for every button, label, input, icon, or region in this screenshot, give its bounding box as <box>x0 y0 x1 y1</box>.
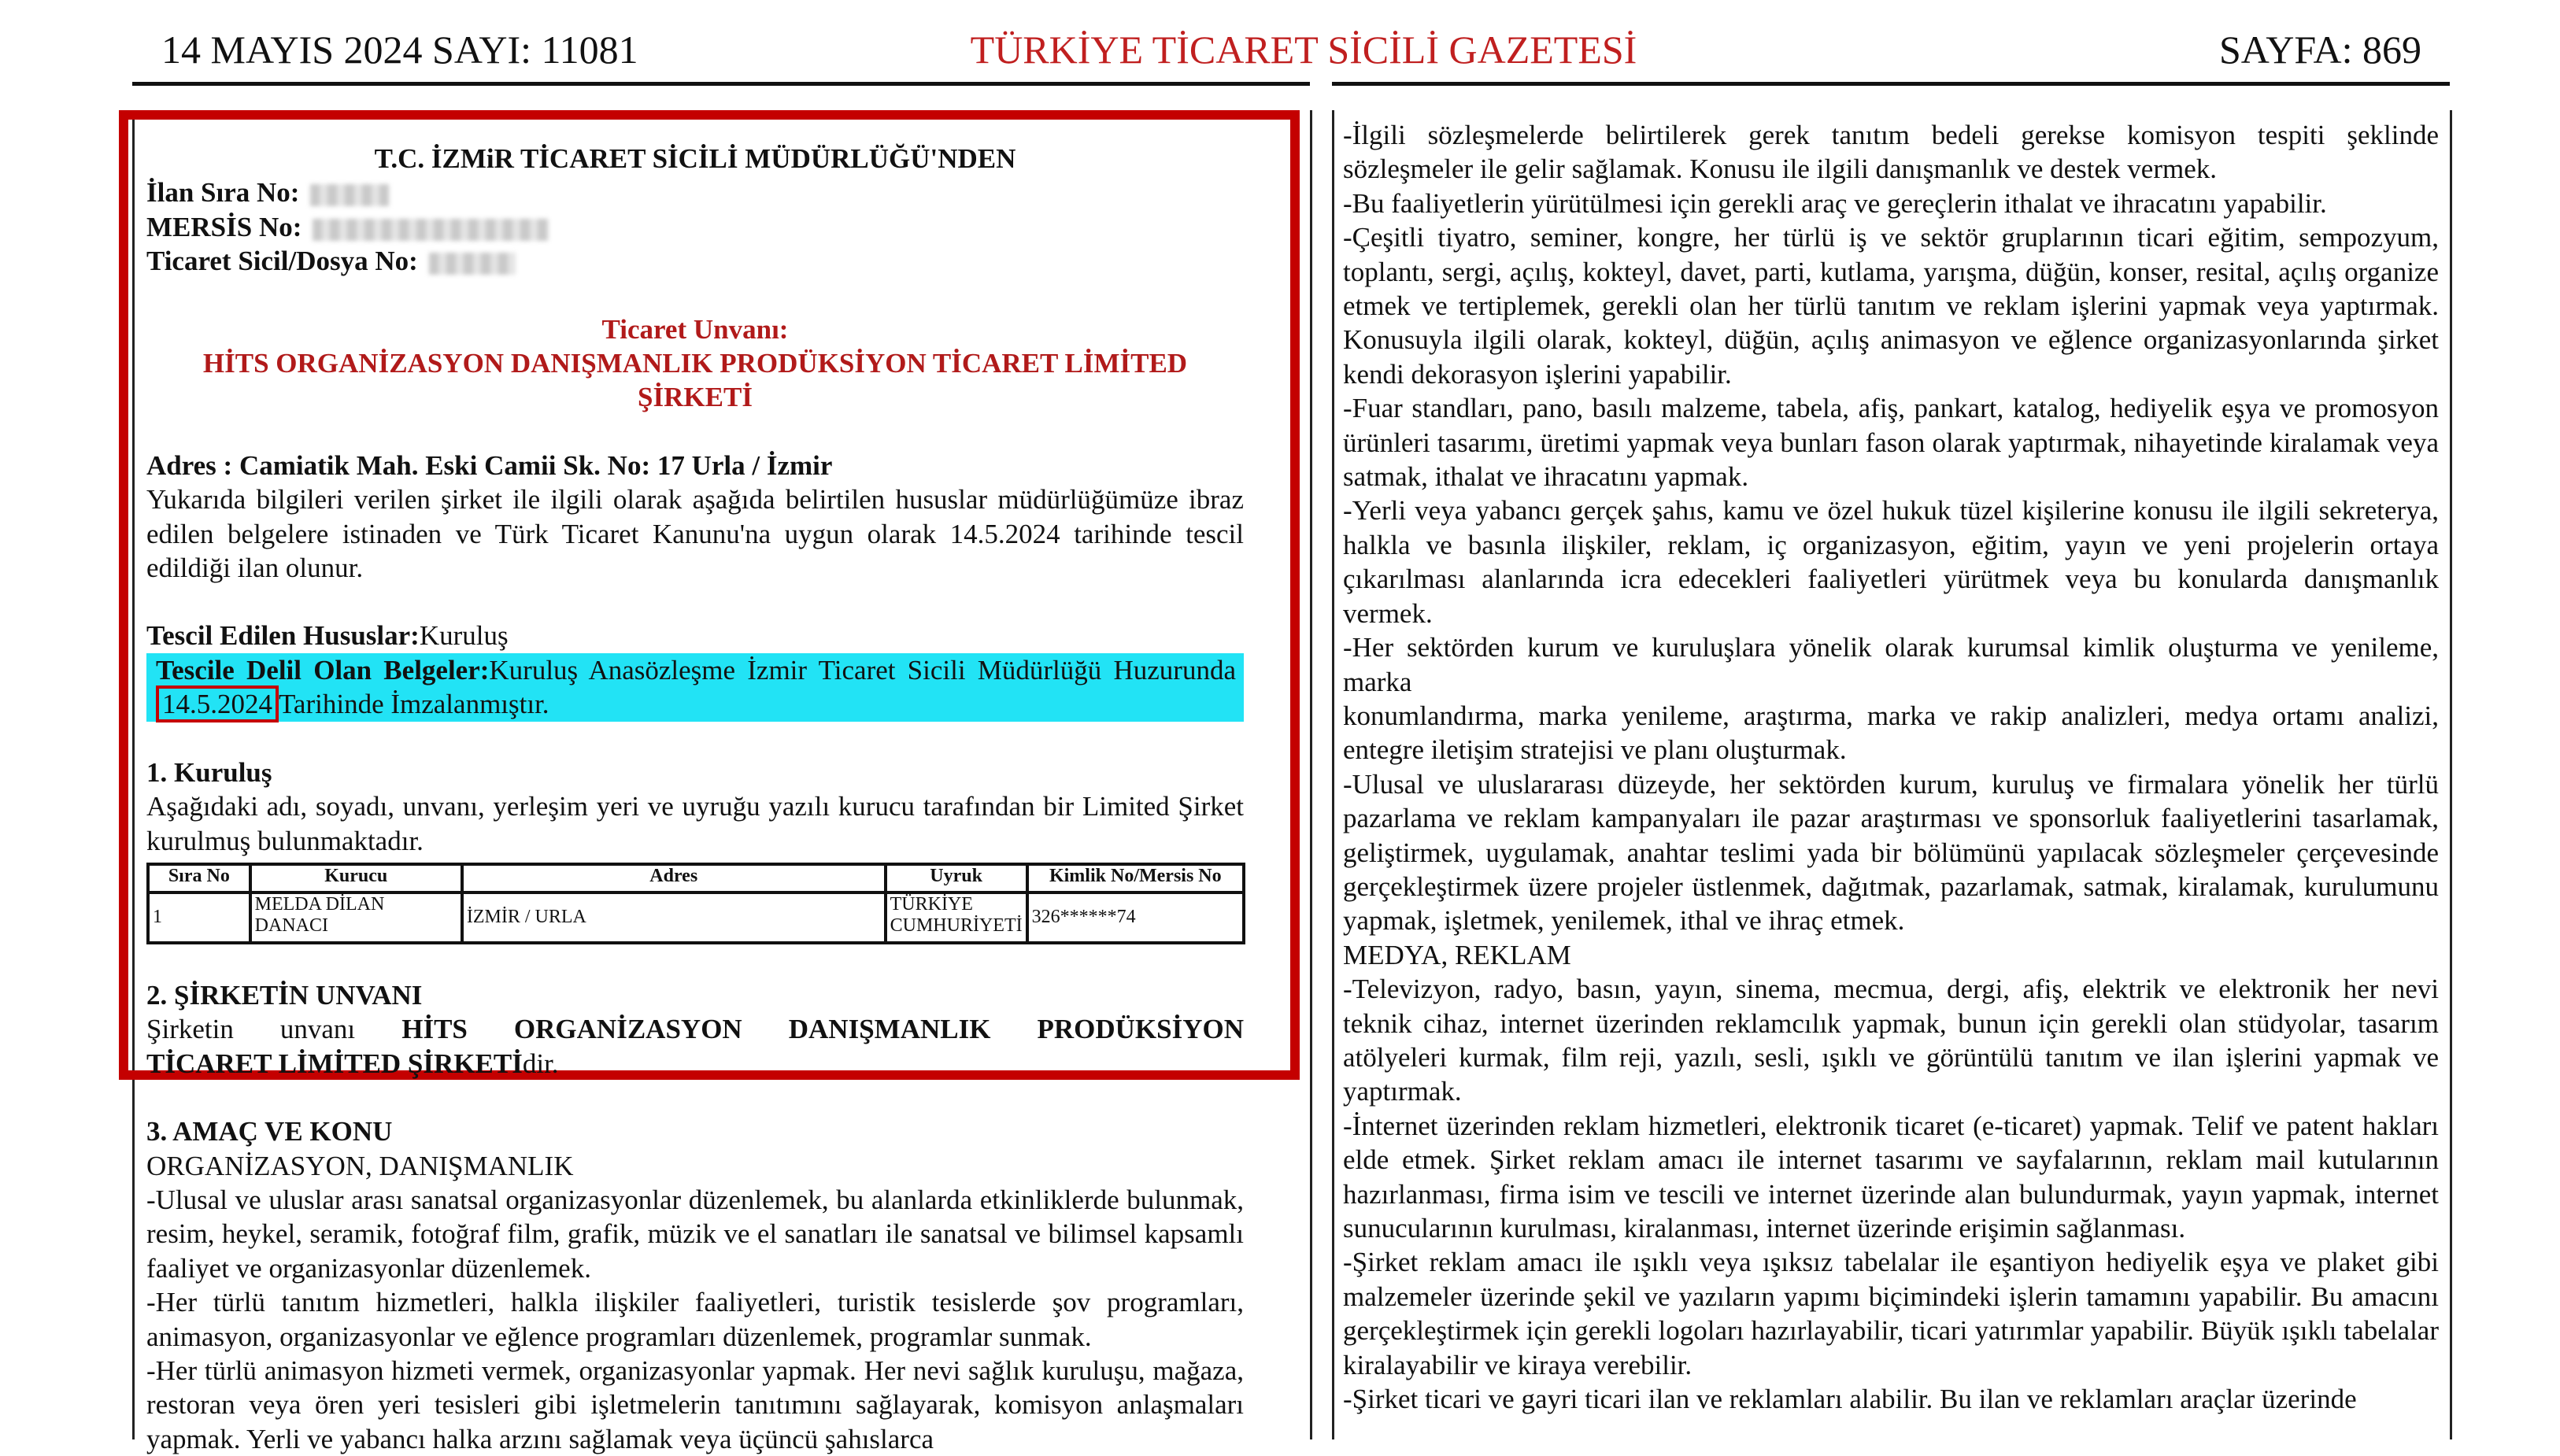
spacer <box>146 944 1244 978</box>
right-paragraph: -Televizyon, radyo, basın, yayın, sinema, mecmua, dergi, afiş, elektrik ve elektronik her nevi teknik cihaz, internet üzerinden reklamcılık yapmak, bunun için gerekli olan stüdyolar, tasarım atölyeleri kurmak, film reji, yazılı, sesli, ışıklı ve görüntülü tanıtım ve ilan işlerini yapmak ve yaptırmak. <box>1343 974 2439 1107</box>
spacer <box>146 585 1244 619</box>
right-column-border <box>2450 110 2452 1439</box>
th-kurucu: Kurucu <box>250 864 462 892</box>
right-subheading: MEDYA, REKLAM <box>1343 939 1571 970</box>
section2-suffix: dir. <box>522 1048 559 1079</box>
section2-line2 <box>146 1047 1244 1081</box>
gazette-title-text: TÜRKİYE TİCARET SİCİLİ GAZETESİ <box>970 28 1637 72</box>
section3-subtitle: ORGANİZASYON, DANIŞMANLIK <box>146 1150 574 1181</box>
registered-matters <box>146 619 1244 652</box>
sicil-label: Ticaret Sicil/Dosya No: <box>146 246 418 277</box>
right-paragraph: -İnternet üzerinden reklam hizmetleri, elektronik ticaret (e-ticaret) yapmak. Telif ve patent hakları elde etmek. Şirket reklam amacı ile internet tasarımı ve sayfalarının, reklam mail kutularının hazırlanması, firma isim ve tescili ve internet üzerinde alan bulundurmak, yayın yapmak, internet sunucularının kurulması, kiralanması, internet üzerinde erişimin sağlanması. <box>1343 1110 2439 1244</box>
right-paragraph: -Fuar standları, pano, basılı malzeme, tabela, afiş, pankart, katalog, hediyelik eşya ve promosyon ürünleri tasarımı, üretimi yapmak veya bunları fason olarak yaptırmak, nihayetinde kiralamak veya satmak, ithalat ve ihracatını yapmak. <box>1343 393 2439 493</box>
column-divider-right <box>1332 110 1334 1439</box>
spacer <box>146 1081 1244 1114</box>
evidence-text-1: Kuruluş Anasözleşme İzmir Ticaret Sicili Müdürlüğü Huzurunda <box>489 654 1236 686</box>
section2-line1 <box>146 1012 1244 1046</box>
gazette-title <box>0 30 2560 112</box>
registered-label: Tescil Edilen Hususlar: <box>146 620 420 652</box>
spacer <box>146 722 1244 756</box>
section2-name-line2: TİCARET LİMİTED ŞİRKETİ <box>146 1048 523 1079</box>
right-paragraph: -Çeşitli tiyatro, seminer, kongre, her türlü iş ve sektör gruplarının ticari eğitim, sempozyum, toplantı, sergi, açılış, kokteyl, davet, parti, kutlama, yarışma, düğün, konser, resital, açılış organize etmek ve tertiplemek, gerekli olan her türlü tanıtım ve reklam işlerini yapmak veya yaptırmak. Konusuyla ilgili olarak, kokteyl, düğün, açılış animasyon ve eğlence organizasyonlarında şirket kendi dekorasyon işlerini yapabilir. <box>1343 222 2439 390</box>
right-paragraph: -İlgili sözleşmelerde belirtilerek gerek tanıtım bedeli gerekse komisyon tespiti şeklinde sözleşmeler ile gelir sağlamak. Konusu ile ilgili danışmanlık ve destek vermek. <box>1343 120 2439 185</box>
header-rule-left <box>132 82 1310 86</box>
th-sira-no: Sıra No <box>148 864 250 892</box>
spacer <box>146 415 1244 449</box>
office-heading: T.C. İZMiR TİCARET SİCİLİ MÜDÜRLÜĞÜ'NDEN <box>374 143 1016 174</box>
section3-paragraph: -Her türlü tanıtım hizmetleri, halkla ilişkiler faaliyetleri, turistik tesislerde şov programları, animasyon, organizasyonlar ve eğlence programları düzenlemek, programlar sunmak. <box>146 1287 1244 1352</box>
redacted-ilan-no <box>310 184 389 206</box>
evidence-label: Tescile Delil Olan Belgeler: <box>156 654 490 686</box>
redacted-sicil-no <box>429 253 516 275</box>
ilan-sira-label: İlan Sıra No: <box>146 177 300 209</box>
header-date-issue: 14 MAYIS 2024 SAYI: 11081 <box>161 28 638 72</box>
right-column <box>1343 118 2439 1416</box>
mersis-no <box>146 210 1244 244</box>
cell-uyruk: TÜRKİYE CUMHURİYETİ <box>886 892 1027 943</box>
founders-header-row <box>148 864 1244 892</box>
right-paragraph: -Yerli veya yabancı gerçek şahıs, kamu ve özel hukuk tüzel kişilerine konusu ile ilgili sekreterya, halkla ve basınla ilişkiler, reklam, iç organizasyon, eğitim, yayın ve yeni projelerin ortaya çıkarılması alanlarında icra edecekleri faaliyetleri yürütmek veya bu konularda danışmanlık vermek. <box>1343 495 2439 629</box>
registered-value: Kuruluş <box>419 620 509 652</box>
announcement-intro: Yukarıda bilgileri verilen şirket ile ilgili olarak aşağıda belirtilen hususlar müdürlüğümüze ibraz edilen belgelere istinaden ve Türk Ticaret Kanunu'na uygun olarak 14.5.2024 tarihinde tescil edildiği ilan olunur. <box>146 484 1244 584</box>
trade-name: HİTS ORGANİZASYON DANIŞMANLIK PRODÜKSİYON TİCARET LİMİTED ŞİRKETİ <box>202 348 1188 413</box>
th-uyruk: Uyruk <box>886 864 1027 892</box>
column-divider-left <box>1310 110 1312 1439</box>
evidence-date: 14.5.2024 <box>156 686 279 722</box>
redacted-mersis-no <box>313 219 549 241</box>
section3-paragraph: -Her türlü animasyon hizmeti vermek, organizasyonlar yapmak. Her nevi sağlık kuruluşu, mağaza, restoran veya ören yeri tesisleri gibi işletmelerin tanıtımını sağlayarak, komisyon anlaşmaları yapmak. Yerli ve yabancı halka arzını sağlamak veya üçüncü şahıslarca <box>146 1354 1244 1454</box>
evidence-text-2: Tarihinde İmzalanmıştır. <box>279 689 549 720</box>
cell-sira-no: 1 <box>148 892 250 943</box>
company-address: Adres : Camiatik Mah. Eski Camii Sk. No: 17 Urla / İzmir <box>146 449 833 481</box>
section2-prefix: Şirketin unvanı <box>146 1014 356 1045</box>
section2-title: 2. ŞİRKETİN UNVANI <box>146 979 423 1011</box>
section1-title: 1. Kuruluş <box>146 756 272 788</box>
right-paragraph: -Ulusal ve uluslararası düzeyde, her sektörden kurum, kuruluş ve firmalara yönelik her türlü pazarlama ve reklam kampanyaları ile pazar araştırması ve sponsorluk faaliyetlerini tasarlamak, geliştirmek, uygulamak, anahtar teslimi yada bir bölümünü yapılacak sözleşmeler çerçevesinde gerçekleştirmek üzere projeler üstlenmek, dağıtmak, pazarlamak, satmak, kiralamak, kurulumunu yapmak, işletmek, yenilemek, ithal ve ihraç etmek. <box>1343 768 2439 937</box>
section2-name-line1: HİTS ORGANİZASYON DANIŞMANLIK PRODÜKSİYON <box>401 1014 1245 1045</box>
ilan-sira-no <box>146 176 1244 209</box>
cell-kurucu: MELDA DİLAN DANACI <box>250 892 462 943</box>
right-paragraph: -Şirket reklam amacı ile ışıklı veya ışıksız tabelalar ile eşantiyon hediyelik eşya ve plaket gibi malzemeler üzerinde şekil ve yazıların yapımı biçimindeki işlerin tamamını yapabilir. Bu amacını gerçekleştirmek için gerekli logoları hazırlayabilir, ticari yatırımlar yapabilir. Büyük ışıklı tabelalar kiralayabilir ve kiraya verebilir. <box>1343 1247 2439 1380</box>
th-kimlik-no: Kimlik No/Mersis No <box>1027 864 1244 892</box>
section3-title: 3. AMAÇ VE KONU <box>146 1116 393 1147</box>
mersis-label: MERSİS No: <box>146 211 302 242</box>
header-rule-right <box>1332 82 2450 86</box>
section1-text: Aşağıdaki adı, soyadı, unvanı, yerleşim yeri ve uyruğu yazılı kurucu tarafından bir Limited Şirket kurulmuş bulunmaktadır. <box>146 791 1244 856</box>
header-page-number: SAYFA: 869 <box>2218 28 2421 72</box>
table-row <box>148 892 1244 943</box>
section3-paragraph: -Ulusal ve uluslar arası sanatsal organizasyonlar düzenlemek, bu alanlarda etkinliklerde bulunmak, resim, heykel, seramik, fotoğraf film, grafik, müzik ve el sanatları ile sanatsal ve bilimsel kapsamlı faaliyet ve organizasyonlar düzenlemek. <box>146 1184 1244 1284</box>
right-paragraph: -Şirket ticari ve gayri ticari ilan ve reklamları alabilir. Bu ilan ve reklamları araçlar üzerinde <box>1343 1384 2357 1415</box>
th-adres: Adres <box>462 864 886 892</box>
sicil-no <box>146 244 1244 278</box>
spacer <box>146 279 1244 312</box>
founders-table <box>146 863 1245 944</box>
right-paragraph: -Her sektörden kurum ve kuruluşlara yönelik olarak kurumsal kimlik oluşturma ve yenileme, marka <box>1343 632 2439 697</box>
right-paragraph: konumlandırma, marka yenileme, araştırma, marka ve rakip analizleri, medya ortamı analizi, entegre iletişim stratejisi ve planı oluşturmak. <box>1343 700 2439 766</box>
trade-name-label: Ticaret Unvanı: <box>601 313 789 345</box>
right-paragraph: -Bu faaliyetlerin yürütülmesi için gerekli araç ve gereçlerin ithalat ve ihracatını yapabilir. <box>1343 187 2327 219</box>
cell-kimlik-no: 326******74 <box>1027 892 1244 943</box>
evidence-documents <box>146 653 1244 722</box>
cell-adres: İZMİR / URLA <box>462 892 886 943</box>
left-column <box>146 142 1244 1456</box>
